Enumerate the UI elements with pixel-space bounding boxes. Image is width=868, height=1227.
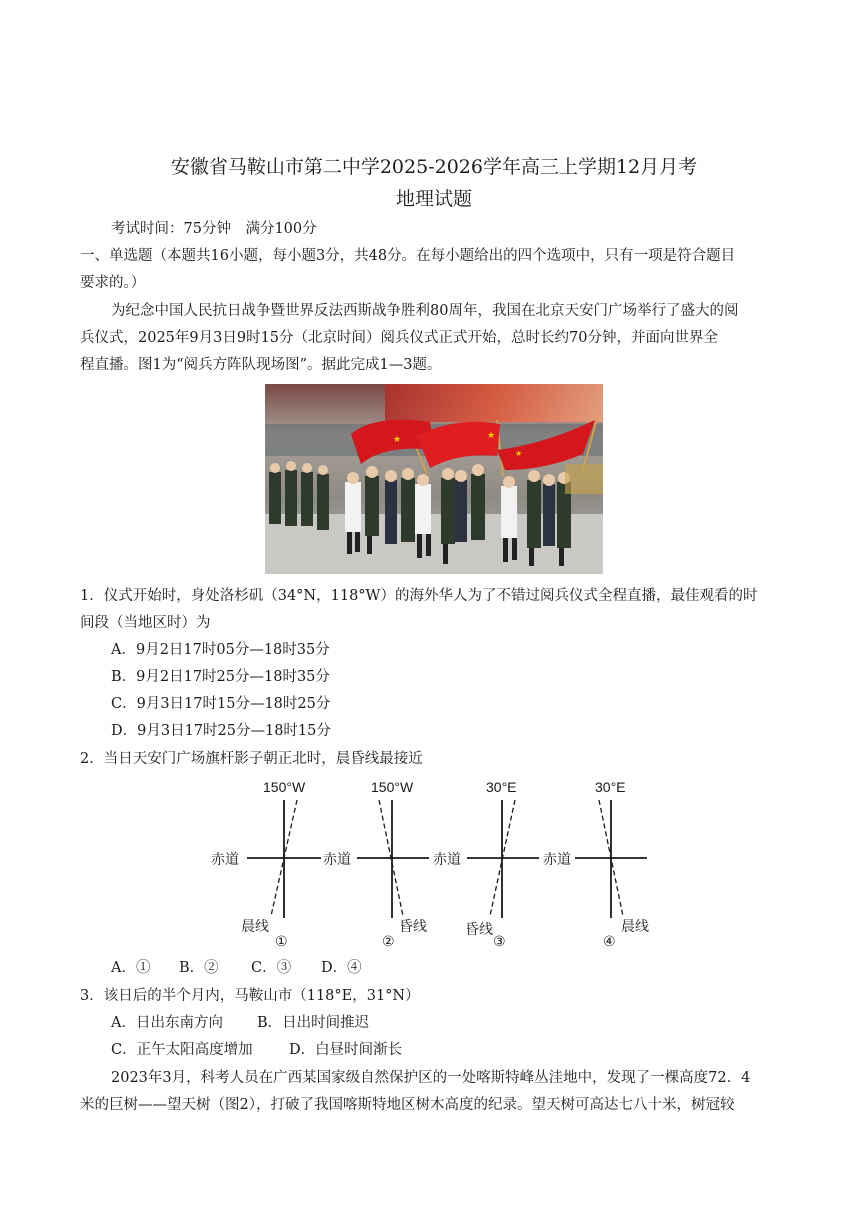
- panel-3-line-label: 昏线: [465, 921, 493, 937]
- exam-info: 考试时间：75分钟 满分100分: [111, 221, 317, 237]
- q3-option-a: A．日出东南方向: [111, 1015, 223, 1031]
- panel-3-equator: 赤道: [433, 851, 461, 867]
- q3-option-d: D．白昼时间渐长: [289, 1042, 403, 1058]
- q2-option-d: D．④: [321, 960, 362, 976]
- panel-1-line-label: 晨线: [241, 918, 269, 934]
- panel-2-equator: 赤道: [323, 851, 351, 867]
- terminator-diagram: [205, 776, 655, 954]
- panel-4-meridian: 30°E: [595, 779, 626, 795]
- panel-3-number: ③: [493, 933, 506, 949]
- q3-option-b: B．日出时间推迟: [257, 1015, 370, 1031]
- panel-1-equator: 赤道: [211, 851, 239, 867]
- page-title: 安徽省马鞍山市第二中学2025-2026学年高三上学期12月月考: [170, 156, 698, 178]
- q2-option-a: A．①: [111, 960, 151, 976]
- q3-options-row1: [111, 1013, 369, 1033]
- q1-option-b: B．9月2日17时25分—18时35分: [111, 669, 330, 685]
- diagram-panel-4: [543, 779, 649, 949]
- passage1-line2: 兵仪式，2025年9月3日9时15分（北京时间）阅兵仪式正式开始，总时长约70分钟，并面向世界全: [80, 330, 718, 346]
- passage1-line1: 为纪念中国人民抗日战争暨世界反法西斯战争胜利80周年，我国在北京天安门广场举行了盛大的阅: [111, 303, 739, 319]
- section-heading-line1: 一、单选题（本题共16小题，每小题3分，共48分。在每小题给出的四个选项中，只有一项是符合题目: [80, 248, 736, 264]
- svg-text:★: ★: [393, 435, 402, 445]
- diagram-panel-3: [433, 779, 539, 949]
- svg-text:★: ★: [515, 449, 523, 458]
- q1-option-c: C．9月3日17时15分—18时25分: [111, 696, 331, 712]
- q1-stem-line1: 1．仪式开始时，身处洛杉矶（34°N，118°W）的海外华人为了不错过阅兵仪式全程直播，最佳观看的时: [80, 588, 758, 604]
- parade-photo: [265, 384, 603, 574]
- panel-2-number: ②: [382, 933, 395, 949]
- q1-stem-line2: 间段（当地区时）为: [80, 615, 211, 631]
- panel-1-number: ①: [275, 933, 288, 949]
- passage2-line1: 2023年3月，科考人员在广西某国家级自然保护区的一处喀斯特峰丛洼地中，发现了一棵高度72．4: [111, 1070, 751, 1086]
- q2-option-b: B．②: [179, 960, 219, 976]
- panel-3-meridian: 30°E: [486, 779, 517, 795]
- section-heading-line2: 要求的。）: [80, 275, 146, 291]
- panel-2-meridian: 150°W: [371, 779, 414, 795]
- parade-photo-illustration: [265, 384, 603, 574]
- q2-stem: 2．当日天安门广场旗杆影子朝正北时，晨昏线最接近: [80, 751, 423, 767]
- q2-options: [111, 958, 362, 978]
- panel-1-meridian: 150°W: [263, 779, 306, 795]
- q3-options-row2: [111, 1040, 402, 1060]
- diagram-panel-1: [211, 779, 321, 949]
- panel-4-line-label: 晨线: [621, 918, 649, 934]
- q3-stem: 3．该日后的半个月内，马鞍山市（118°E，31°N）: [80, 988, 420, 1004]
- panel-4-equator: 赤道: [543, 851, 571, 867]
- svg-text:★: ★: [487, 431, 496, 441]
- passage2-line2: 米的巨树——望天树（图2），打破了我国喀斯特地区树木高度的纪录。望天树可高达七八十米，树冠较: [80, 1097, 735, 1113]
- q1-option-d: D．9月3日17时25分—18时15分: [111, 723, 331, 739]
- page-subtitle: 地理试题: [395, 188, 472, 210]
- panel-2-line-label: 昏线: [399, 918, 427, 934]
- q3-option-c: C．正午太阳高度增加: [111, 1042, 253, 1058]
- q2-option-c: C．③: [251, 960, 292, 976]
- q1-option-a: A．9月2日17时05分—18时35分: [111, 642, 330, 658]
- diagram-panel-2: [323, 779, 429, 949]
- panel-4-number: ④: [603, 933, 616, 949]
- passage1-line3: 程直播。图1为“阅兵方阵队现场图”。据此完成1—3题。: [80, 357, 442, 373]
